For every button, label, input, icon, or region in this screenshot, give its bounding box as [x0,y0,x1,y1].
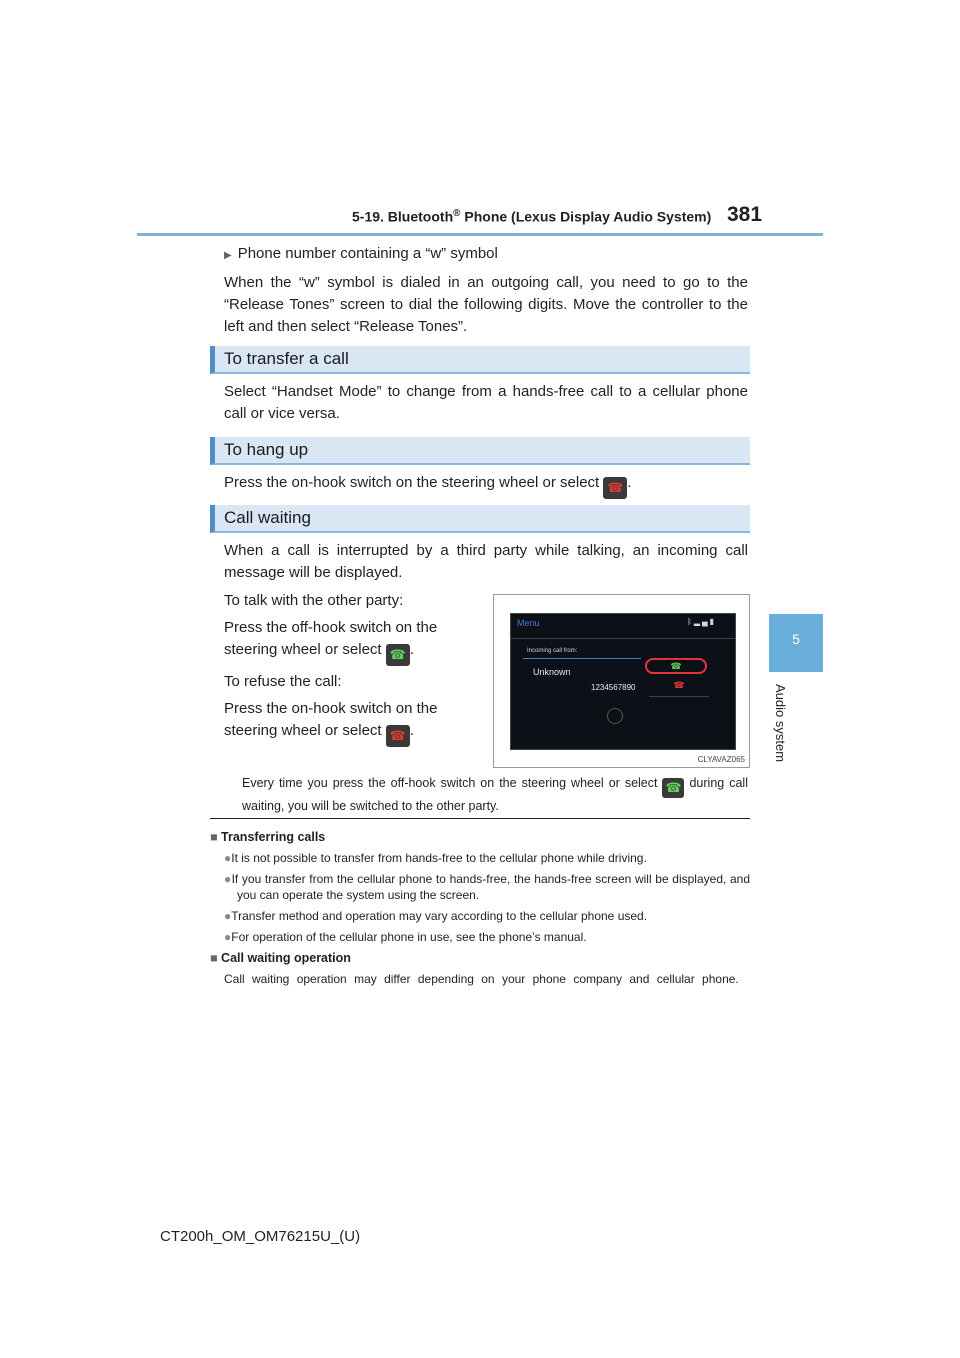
note-item: ●If you transfer from the cellular phone to hands-free, the hands-free screen will be displayed, and you can operate the system using the screen. [224,872,751,902]
section-rule [210,818,750,819]
w-symbol-section [224,243,748,338]
circle-bullet-icon: ● [224,872,232,886]
phone-answer-icon: ☎ [670,661,682,671]
signal-icon: ▂▄ [693,617,710,626]
phone-hangup-icon: ☎ [603,477,627,499]
incoming-underline [523,658,641,659]
caller-number: 1234567890 [591,683,636,692]
hang-up-text: Press the on-hook switch on the steering wheel or select ☎ . [224,472,748,499]
note-waiting-op-text: Call waiting operation may differ depending on your phone company and cellular phone. [224,972,739,986]
menu-label: Menu [517,618,540,628]
bluetooth-icon: ᛒ [687,617,694,626]
incoming-call-label: Incoming call from: [527,648,578,654]
button-divider [649,696,709,697]
circle-bullet-icon: ● [224,851,232,865]
w-symbol-text: When the “w” symbol is dialed in an outgoing call, you need to go to the “Release Tones” screen to dial the following digits. Move the controller to the left and then select “Release Tones”. [224,274,748,335]
square-bullet-icon: ■ [210,951,218,965]
decline-button[interactable] [651,678,707,692]
refuse-label: To refuse the call: [224,673,342,690]
talk-label: To talk with the other party: [224,592,404,609]
transfer-text: Select “Handset Mode” to change from a hands-free call to a cellular phone call or vice versa. [224,383,748,422]
document-code: CT200h_OM_OM76215U_(U) [160,1228,361,1245]
heading-call-waiting: Call waiting [210,505,750,533]
chapter-tab: 5 [769,614,823,672]
note-item: ●Transfer method and operation may vary according to the cellular phone used. [224,909,648,923]
battery-icon: ▮ [709,617,717,626]
heading-hang-up: To hang up [210,437,750,465]
circle-bullet-icon: ● [224,909,232,923]
running-header: 5-19. Bluetooth® Phone (Lexus Display Audio System) [352,208,712,225]
note-item: ●It is not possible to transfer from hands-free to the cellular phone while driving. [224,851,647,865]
display-screen [510,613,736,750]
phone-hangup-icon: ☎ [386,725,410,747]
phone-answer-icon: ☎ [662,778,684,798]
answer-button[interactable] [645,658,707,674]
chapter-label: Audio system [773,684,788,763]
divider [511,638,735,639]
circle-bullet-icon: ● [224,930,232,944]
note-item: ●For operation of the cellular phone in use, see the phone’s manual. [224,930,587,944]
ignore-disabled-icon [607,708,623,724]
phone-answer-icon: ☎ [386,644,410,666]
triangle-bullet-icon: ▶ [224,250,232,261]
figure-id: CLYAVAZ065 [697,755,745,764]
note-heading-waiting-op: ■ Call waiting operation [210,951,351,965]
header-rule [137,233,823,236]
note-heading-transferring: ■ Transferring calls [210,830,326,844]
call-waiting-note: Every time you press the off-hook switch on the steering wheel or select ☎ during call waiting, you will be switched to the other party. [242,776,748,813]
call-waiting-intro: When a call is interrupted by a third party while talking, an incoming call message will be displayed. [224,542,748,581]
w-symbol-bullet: ▶ Phone number containing a “w” symbol [224,245,498,262]
talk-text: Press the off-hook switch on the steering wheel or select ☎ . [224,617,482,666]
page-number: 381 [727,203,763,226]
phone-hangup-icon: ☎ [673,680,685,690]
call-waiting-screen-figure [493,594,750,768]
refuse-text: Press the on-hook switch on the steering wheel or select ☎ . [224,698,482,747]
heading-transfer-call: To transfer a call [210,346,750,374]
caller-name: Unknown [533,667,571,677]
status-icons [687,617,716,626]
notes [210,829,750,987]
square-bullet-icon: ■ [210,830,218,844]
